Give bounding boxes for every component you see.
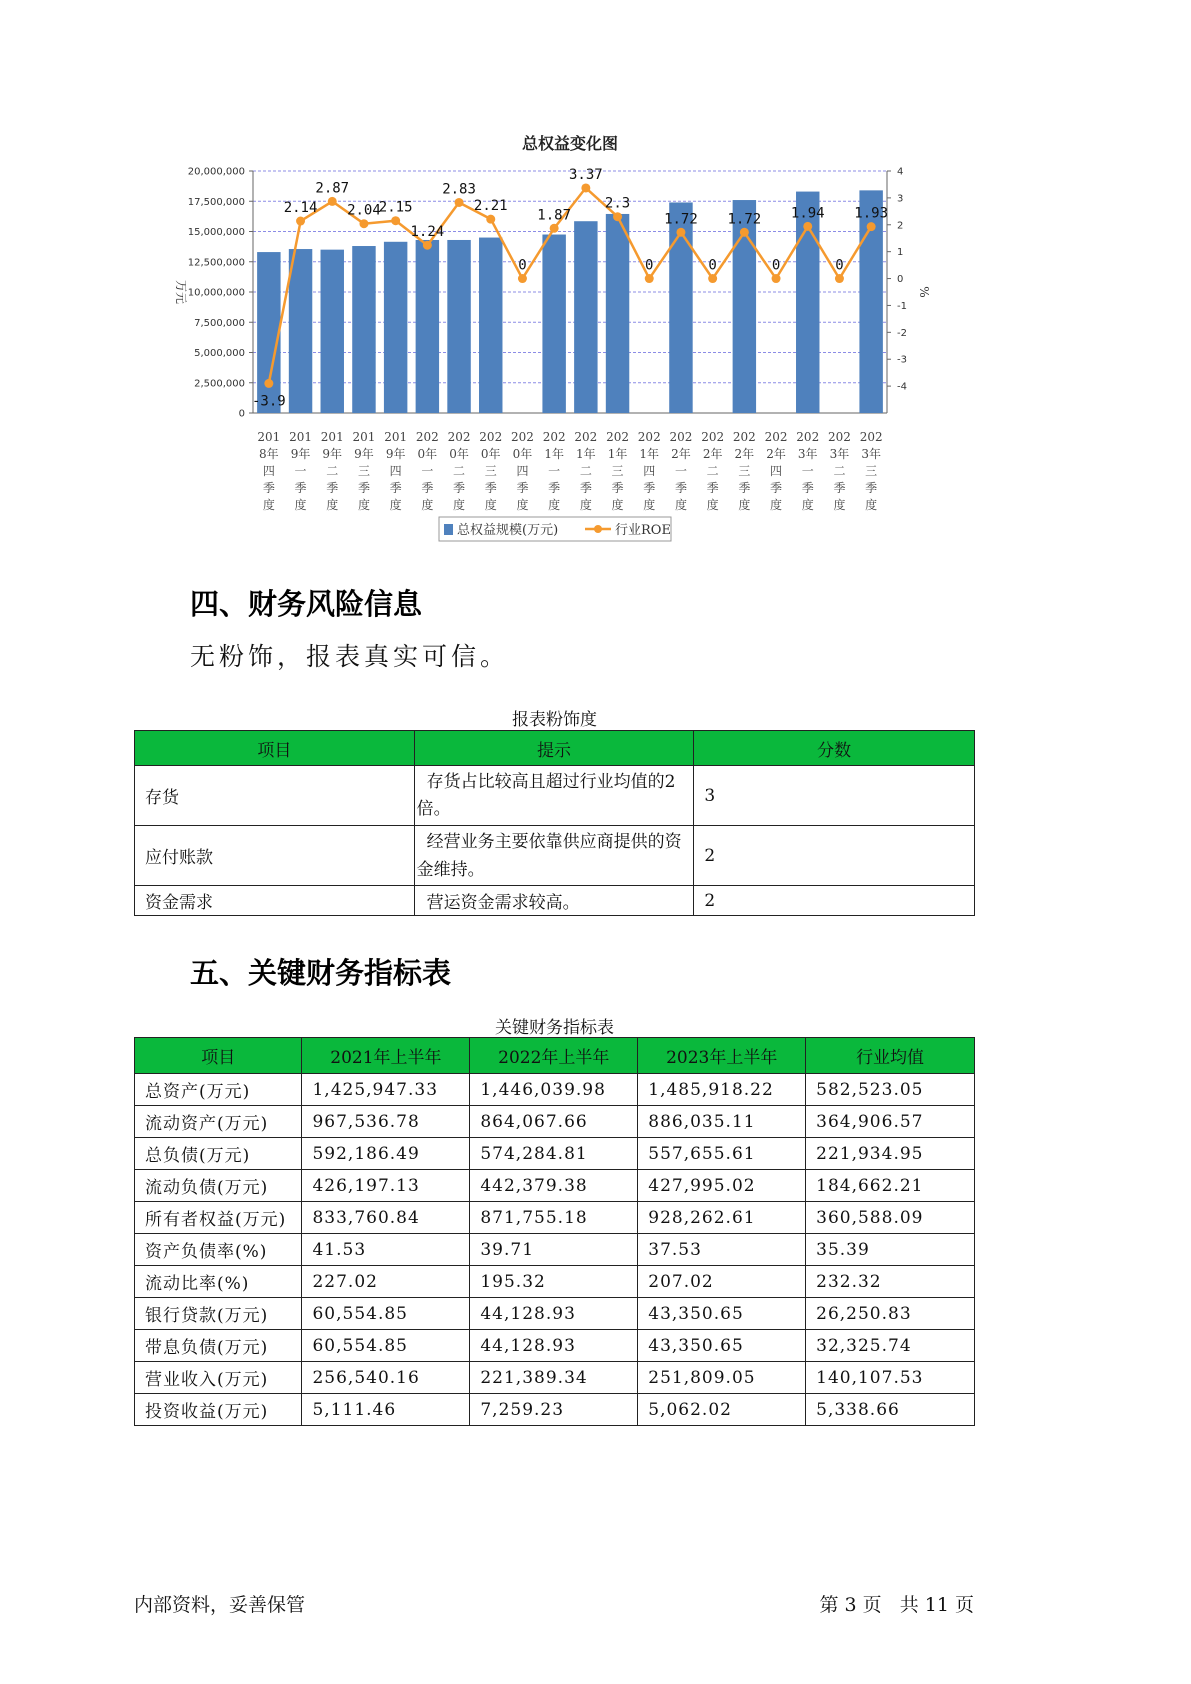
x-tick-label: 2年 [702, 447, 723, 461]
x-tick-label: 一 [674, 464, 687, 478]
x-tick-label: 季 [421, 481, 434, 495]
roe-data-label: 0 [518, 257, 527, 274]
roe-point [867, 222, 876, 231]
x-tick-label: 季 [516, 481, 529, 495]
roe-point [328, 197, 337, 206]
y2-tick-label: 2 [897, 220, 904, 232]
table2-cell: 833,760.84 [302, 1202, 470, 1234]
table2-cell: 37.53 [638, 1234, 806, 1266]
table2-cell: 574,284.81 [470, 1138, 638, 1170]
bar [352, 246, 375, 413]
x-tick-label: 度 [865, 498, 878, 512]
table-row [135, 1266, 975, 1298]
x-tick-label: 二 [326, 464, 339, 478]
table2-cell: 60,554.85 [302, 1330, 470, 1362]
x-tick-label: 度 [262, 498, 275, 512]
table2-cell: 426,197.13 [302, 1170, 470, 1202]
table2-cell: 32,325.74 [806, 1330, 975, 1362]
table2-cell: 7,259.23 [470, 1394, 638, 1426]
x-tick-label: 季 [548, 481, 561, 495]
x-tick-label: 202 [637, 430, 661, 444]
table2-cell: 60,554.85 [302, 1298, 470, 1330]
roe-data-label: 2.3 [604, 195, 631, 212]
table2-cell: 232.32 [806, 1266, 975, 1298]
table2-header: 行业均值 [806, 1038, 975, 1074]
table-row [135, 1298, 975, 1330]
table-row [135, 1170, 975, 1202]
table2-row-label: 带息负债(万元) [135, 1330, 302, 1362]
roe-data-label: 0 [771, 257, 781, 274]
roe-data-label: 1.93 [854, 205, 889, 222]
table2-cell: 557,655.61 [638, 1138, 806, 1170]
y-tick-label: 0 [238, 408, 245, 420]
table2-header: 2023年上半年 [638, 1038, 806, 1074]
x-tick-label: 1年 [576, 447, 596, 461]
table2-cell: 592,186.49 [302, 1138, 470, 1170]
y-axis-label: 万元 [174, 279, 188, 305]
section5-heading: 五、关键财务指标表 [190, 956, 452, 990]
table1-cell-hint [414, 826, 694, 886]
table2-row-label: 流动资产(万元) [135, 1106, 302, 1138]
x-tick-label: 季 [801, 481, 814, 495]
roe-point [550, 224, 559, 233]
x-tick-label: 季 [833, 481, 846, 495]
x-tick-label: 季 [453, 481, 466, 495]
x-tick-label: 0年 [417, 447, 438, 461]
table1-cell-hint: 营运资金需求较高。 [414, 886, 694, 916]
x-tick-label: 二 [706, 464, 719, 478]
x-tick-label: 度 [674, 498, 687, 512]
footer-page-number: 第 3 页 共 11 页 [819, 1594, 974, 1616]
y2-axis-label: % [917, 286, 931, 298]
table2-cell: 221,934.95 [806, 1138, 975, 1170]
section4-text: 无粉饰，报表真实可信。 [190, 642, 510, 671]
legend-bar-swatch [444, 524, 453, 535]
roe-point [708, 274, 717, 283]
table2-cell: 967,536.78 [302, 1106, 470, 1138]
x-tick-label: 一 [801, 464, 814, 478]
table1-header-hint: 提示 [414, 731, 694, 766]
x-tick-label: 201 [320, 430, 344, 444]
x-tick-label: 201 [352, 430, 376, 444]
table1-cell-score: 2 [694, 886, 975, 916]
x-tick-label: 202 [447, 430, 471, 444]
legend-bar-label: 总权益规模(万元) [457, 523, 559, 538]
table2-cell: 207.02 [638, 1266, 806, 1298]
y2-tick-label: 4 [897, 166, 904, 178]
table1-caption: 报表粉饰度 [512, 710, 597, 730]
table-row [135, 1106, 975, 1138]
y2-tick-label: -2 [897, 327, 907, 339]
table2-row-label: 总负债(万元) [135, 1138, 302, 1170]
table-row [135, 1362, 975, 1394]
table2-cell: 227.02 [302, 1266, 470, 1298]
x-tick-label: 季 [643, 481, 656, 495]
y-tick-label: 15,000,000 [187, 227, 245, 238]
x-tick-label: 季 [706, 481, 719, 495]
table2-cell: 35.39 [806, 1234, 975, 1266]
x-tick-label: 季 [294, 481, 307, 495]
table2-cell: 582,523.05 [806, 1074, 975, 1106]
x-tick-label: 度 [453, 498, 466, 512]
roe-point [518, 274, 527, 283]
table2-cell: 195.32 [470, 1266, 638, 1298]
roe-point [391, 216, 400, 225]
table2-cell: 5,062.02 [638, 1394, 806, 1426]
roe-data-label: 2.21 [473, 198, 508, 215]
table2-cell: 364,906.57 [806, 1106, 975, 1138]
table2-cell: 256,540.16 [302, 1362, 470, 1394]
bar [447, 240, 470, 413]
x-tick-label: 202 [796, 430, 820, 444]
x-tick-label: 202 [415, 430, 439, 444]
table-row [135, 886, 975, 916]
table2-cell: 44,128.93 [470, 1330, 638, 1362]
table2-cell: 39.71 [470, 1234, 638, 1266]
y2-tick-label: -1 [897, 300, 907, 312]
key-indicators-table [134, 1037, 975, 1426]
x-tick-label: 四 [643, 464, 656, 478]
table2-row-label: 投资收益(万元) [135, 1394, 302, 1426]
y2-tick-label: 0 [897, 274, 904, 286]
x-tick-label: 季 [738, 481, 751, 495]
table2-cell: 360,588.09 [806, 1202, 975, 1234]
x-tick-label: 三 [611, 464, 624, 478]
roe-data-label: 1.72 [664, 211, 698, 228]
x-tick-label: 季 [674, 481, 687, 495]
x-tick-label: 9年 [290, 447, 311, 461]
table1-header-score: 分数 [694, 731, 975, 766]
x-tick-label: 202 [764, 430, 788, 444]
y-tick-label: 10,000,000 [187, 287, 245, 299]
table1-cell-score: 3 [694, 766, 975, 826]
x-tick-label: 202 [574, 430, 598, 444]
x-tick-label: 度 [770, 498, 783, 512]
legend-line-label: 行业ROE [615, 523, 671, 538]
bar [542, 235, 565, 413]
table2-row-label: 流动负债(万元) [135, 1170, 302, 1202]
bar [479, 238, 502, 413]
y2-tick-label: -4 [897, 381, 907, 393]
roe-data-label: -3.9 [251, 393, 286, 410]
bar [384, 242, 407, 413]
bar [257, 252, 280, 413]
x-tick-label: 度 [611, 498, 624, 512]
x-tick-label: 季 [326, 481, 339, 495]
roe-data-label: 0 [645, 257, 654, 274]
table1-header-item: 项目 [135, 731, 415, 766]
table2-cell: 1,425,947.33 [302, 1074, 470, 1106]
roe-point [423, 241, 432, 250]
roe-data-label: 3.37 [568, 166, 603, 183]
x-tick-label: 1年 [544, 447, 564, 461]
x-tick-label: 度 [357, 498, 370, 512]
x-tick-label: 8年 [259, 447, 279, 461]
bar [606, 214, 629, 413]
roe-data-label: 2.83 [442, 181, 476, 198]
table2-row-label: 资产负债率(%) [135, 1234, 302, 1266]
x-tick-label: 二 [579, 464, 592, 478]
roe-point [581, 183, 590, 192]
y-tick-label: 20,000,000 [187, 166, 245, 178]
bar [574, 221, 597, 413]
roe-data-label: 1.24 [410, 224, 445, 241]
bar [416, 240, 439, 413]
y-tick-label: 7,500,000 [194, 317, 245, 329]
roe-data-label: 1.94 [790, 205, 825, 222]
x-tick-label: 度 [706, 498, 719, 512]
x-tick-label: 0年 [449, 447, 469, 461]
table2-cell: 251,809.05 [638, 1362, 806, 1394]
y-tick-label: 2,500,000 [194, 378, 245, 390]
roe-point [359, 219, 368, 228]
x-tick-label: 三 [865, 464, 878, 478]
table2-cell: 26,250.83 [806, 1298, 975, 1330]
x-tick-label: 度 [484, 498, 497, 512]
table-row [135, 1394, 975, 1426]
equity-chart-svg [150, 135, 970, 595]
table2-cell: 427,995.02 [638, 1170, 806, 1202]
x-tick-label: 季 [262, 481, 275, 495]
y-tick-label: 12,500,000 [187, 257, 245, 269]
x-tick-label: 一 [294, 464, 307, 478]
table2-cell: 140,107.53 [806, 1362, 975, 1394]
table2-cell: 5,338.66 [806, 1394, 975, 1426]
table2-cell: 44,128.93 [470, 1298, 638, 1330]
roe-data-label: 1.72 [727, 211, 762, 228]
x-tick-label: 202 [827, 430, 851, 444]
section4-heading: 四、财务风险信息 [190, 587, 423, 621]
roe-point [613, 212, 622, 221]
legend-line-marker [594, 525, 602, 533]
x-tick-label: 度 [833, 498, 846, 512]
x-tick-label: 9年 [385, 447, 406, 461]
table2-cell: 864,067.66 [470, 1106, 638, 1138]
x-tick-label: 201 [257, 430, 281, 444]
roe-point [264, 379, 273, 388]
roe-data-label: 2.14 [283, 200, 318, 217]
y-tick-label: 17,500,000 [187, 196, 245, 208]
bar [321, 250, 344, 413]
x-tick-label: 三 [738, 464, 751, 478]
table1-hint-text: 经营业务主要依靠供应商提供的资金维持。 [416, 831, 682, 880]
x-tick-label: 9年 [322, 447, 343, 461]
x-tick-label: 季 [357, 481, 370, 495]
table2-cell: 442,379.38 [470, 1170, 638, 1202]
x-tick-label: 季 [770, 481, 783, 495]
x-tick-label: 四 [262, 464, 275, 478]
table-row [135, 1074, 975, 1106]
table1-hint-text: 存货占比较高且超过行业均值的2倍。 [416, 771, 676, 819]
x-tick-label: 度 [421, 498, 434, 512]
whitewash-table [134, 730, 975, 916]
roe-point [455, 198, 464, 207]
roe-point [645, 274, 654, 283]
table2-row-label: 所有者权益(万元) [135, 1202, 302, 1234]
x-tick-label: 度 [801, 498, 814, 512]
roe-point [772, 274, 781, 283]
x-tick-label: 季 [389, 481, 402, 495]
table2-caption: 关键财务指标表 [495, 1018, 614, 1038]
x-tick-label: 202 [669, 430, 693, 444]
table1-cell-item: 存货 [135, 766, 415, 826]
table2-cell: 43,350.65 [638, 1298, 806, 1330]
x-tick-label: 度 [516, 498, 529, 512]
table-row [135, 826, 975, 886]
x-tick-label: 一 [548, 464, 561, 478]
table2-cell: 43,350.65 [638, 1330, 806, 1362]
x-tick-label: 0年 [480, 447, 501, 461]
roe-point [740, 228, 749, 237]
y2-tick-label: 1 [897, 247, 904, 259]
x-tick-label: 201 [384, 430, 408, 444]
chart-title: 总权益变化图 [521, 135, 619, 153]
roe-point [486, 215, 495, 224]
table2-cell: 928,262.61 [638, 1202, 806, 1234]
x-tick-label: 201 [289, 430, 313, 444]
bar [289, 249, 312, 413]
roe-data-label: 2.87 [315, 180, 350, 197]
y2-tick-label: 3 [897, 193, 904, 205]
table2-cell: 5,111.46 [302, 1394, 470, 1426]
table2-header: 2022年上半年 [470, 1038, 638, 1074]
x-tick-label: 二 [833, 464, 846, 478]
x-tick-label: 202 [510, 430, 534, 444]
equity-chart [150, 135, 970, 595]
x-tick-label: 2年 [671, 447, 691, 461]
roe-data-label: 2.04 [347, 202, 381, 219]
table2-row-label: 营业收入(万元) [135, 1362, 302, 1394]
table2-cell: 184,662.21 [806, 1170, 975, 1202]
x-tick-label: 三 [357, 464, 370, 478]
table1-cell-hint [414, 766, 694, 826]
roe-data-label: 2.15 [378, 199, 413, 216]
x-tick-label: 202 [542, 430, 566, 444]
x-tick-label: 2年 [734, 447, 755, 461]
x-tick-label: 季 [579, 481, 592, 495]
table2-header: 2021年上半年 [302, 1038, 470, 1074]
table-row [135, 1234, 975, 1266]
table2-cell: 1,485,918.22 [638, 1074, 806, 1106]
table-row [135, 1330, 975, 1362]
roe-point [296, 217, 305, 226]
x-tick-label: 四 [516, 464, 529, 478]
roe-data-label: 1.87 [537, 207, 572, 224]
roe-point [803, 222, 812, 231]
y2-tick-label: -3 [897, 354, 907, 366]
x-tick-label: 1年 [639, 447, 660, 461]
roe-data-label: 0 [835, 257, 844, 274]
x-tick-label: 度 [326, 498, 339, 512]
x-tick-label: 202 [479, 430, 503, 444]
table1-cell-item: 资金需求 [135, 886, 415, 916]
x-tick-label: 度 [579, 498, 592, 512]
x-tick-label: 一 [421, 464, 434, 478]
table-row [135, 1138, 975, 1170]
table2-cell: 41.53 [302, 1234, 470, 1266]
table1-cell-item: 应付账款 [135, 826, 415, 886]
x-tick-label: 202 [732, 430, 756, 444]
roe-point [835, 274, 844, 283]
x-tick-label: 3年 [861, 447, 881, 461]
x-tick-label: 3年 [797, 447, 818, 461]
x-tick-label: 2年 [766, 447, 786, 461]
x-tick-label: 季 [484, 481, 497, 495]
x-tick-label: 度 [294, 498, 307, 512]
x-tick-label: 四 [770, 464, 783, 478]
table2-row-label: 总资产(万元) [135, 1074, 302, 1106]
x-tick-label: 202 [701, 430, 725, 444]
x-tick-label: 度 [643, 498, 656, 512]
x-tick-label: 度 [738, 498, 751, 512]
x-tick-label: 三 [484, 464, 497, 478]
x-tick-label: 0年 [512, 447, 533, 461]
x-tick-label: 3年 [829, 447, 850, 461]
table1-cell-score: 2 [694, 826, 975, 886]
x-tick-label: 四 [389, 464, 402, 478]
x-tick-label: 二 [453, 464, 466, 478]
table2-header: 项目 [135, 1038, 302, 1074]
x-tick-label: 度 [389, 498, 402, 512]
x-tick-label: 202 [859, 430, 883, 444]
table2-cell: 886,035.11 [638, 1106, 806, 1138]
table2-row-label: 银行贷款(万元) [135, 1298, 302, 1330]
footer-confidential: 内部资料，妥善保管 [134, 1594, 306, 1616]
table-row [135, 766, 975, 826]
x-tick-label: 度 [548, 498, 561, 512]
roe-data-label: 0 [708, 257, 717, 274]
x-tick-label: 9年 [354, 447, 374, 461]
table-row [135, 1202, 975, 1234]
table2-row-label: 流动比率(%) [135, 1266, 302, 1298]
x-tick-label: 季 [611, 481, 624, 495]
x-tick-label: 季 [865, 481, 878, 495]
x-tick-label: 1年 [607, 447, 628, 461]
x-tick-label: 202 [606, 430, 630, 444]
table2-cell: 221,389.34 [470, 1362, 638, 1394]
roe-point [676, 228, 685, 237]
table2-cell: 871,755.18 [470, 1202, 638, 1234]
table2-cell: 1,446,039.98 [470, 1074, 638, 1106]
y-tick-label: 5,000,000 [194, 348, 245, 359]
